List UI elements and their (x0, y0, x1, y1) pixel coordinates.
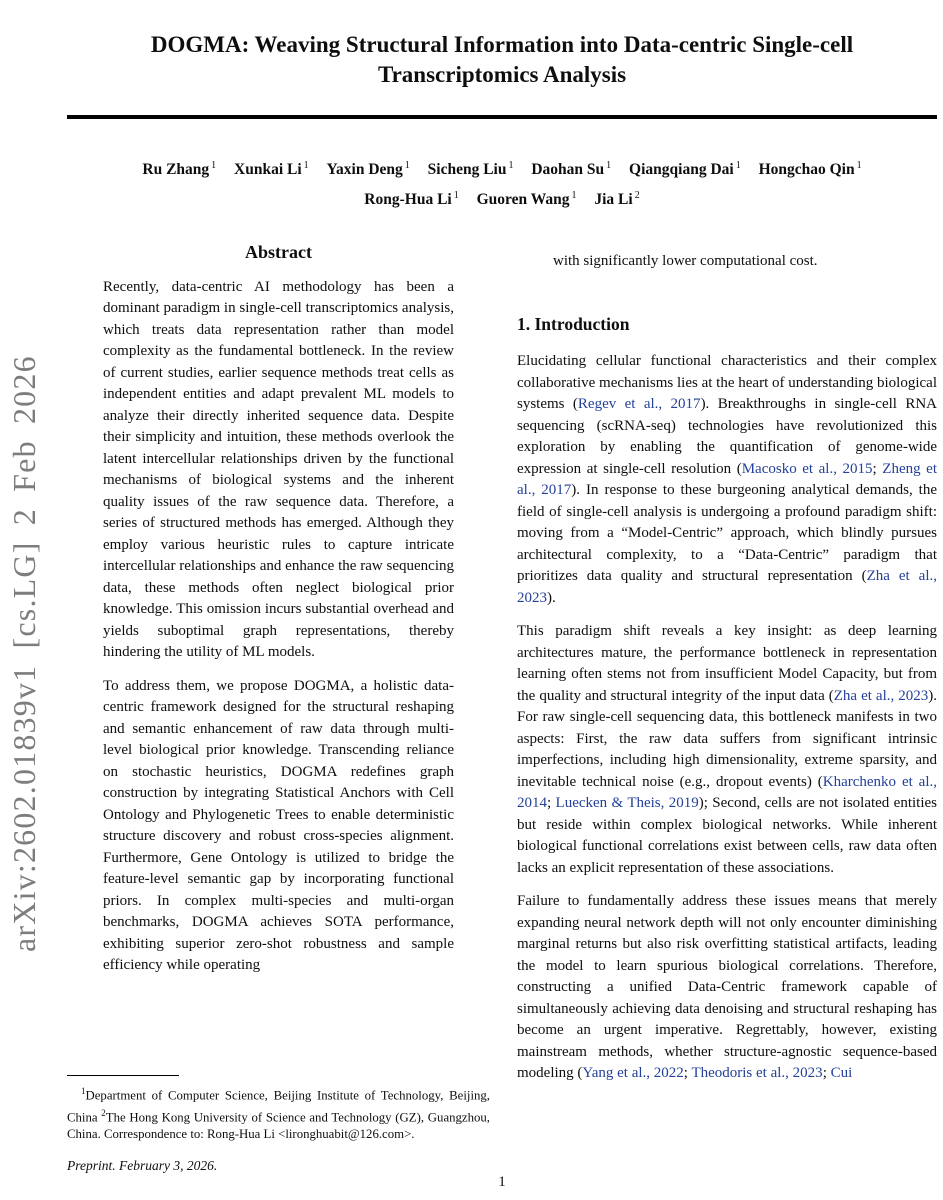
citation-link[interactable]: Regev et al., 2017 (577, 396, 701, 413)
left-column (67, 242, 490, 1174)
author-name: Jia Li (594, 190, 633, 208)
author (759, 161, 862, 178)
author-affiliation-sup: 2 (634, 189, 640, 201)
citation-link[interactable]: Cui (830, 1065, 853, 1082)
author (327, 161, 410, 178)
author-line-1 (67, 153, 937, 183)
citation-link[interactable]: Macosko et al., 2015 (741, 460, 873, 477)
footnote-text: $^1$Department of Computer Science, Beijing Institute of Technology, Beijing, China $^2$The Hong Kong University of Science and Technology (GZ), Guangzhou, China. Correspondence to: Rong-Hua Li <lironghuabit@126.com>. (67, 1086, 490, 1141)
arxiv-watermark: arXiv:2602.01839v1 [cs.LG] 2 Feb 2026 (6, 355, 42, 952)
footnote-marker: 2 (101, 1107, 106, 1118)
right-column (517, 242, 937, 1097)
title-rule (67, 115, 937, 119)
author-affiliation-sup: 1 (453, 189, 459, 201)
abstract-body (67, 277, 490, 989)
abstract-paragraph-2: To address them, we propose DOGMA, a holistic data-centric framework designed for the structural reshaping and semantic enhancement of raw data through multi-level biological prior knowledge. Transcending reliance on stochastic heuristics, DOGMA redefines graph construction by integrating Statistical Anchors with Cell Ontology and Phylogenetic Trees to enable deterministic structure discovery and robust cross-species alignment. Furthermore, Gene Ontology is utilized to bridge the feature-level semantic gap by incorporating functional priors. In complex multi-species and multi-organ benchmarks, DOGMA achieves SOTA performance, exhibiting superior zero-shot robustness and sample efficiency while operating (103, 677, 454, 974)
paper-title (67, 30, 937, 90)
paper-title-line-1: DOGMA: Weaving Structural Information into Data-centric Single-cell (150, 32, 854, 57)
abstract-heading: Abstract (245, 241, 312, 262)
intro-paragraph-2: This paradigm shift reveals a key insight: as deep learning architectures mature, the performance bottleneck in representation learning often stems not from insufficient Model Capacity, but from the quality and structural integrity of the input data (Zha et al., 2023). For raw single-cell sequencing data, this bottleneck manifests in two aspects: First, the raw data suffers from significant intrinsic imperfections, including high dimensionality, extreme sparsity, and inevitable technical noise (e.g., dropout events) (Kharchenko et al., 2014; Luecken & Theis, 2019); Second, cells are not isolated entities but reside within complex biological networks. While inherent biological functional correlations exist between cells, raw data often lacks an explicit representation of these associations. (517, 623, 938, 876)
author-affiliation-sup: 1 (404, 159, 410, 171)
author-name: Guoren Wang (476, 190, 570, 208)
intro-paragraph-3: Failure to fundamentally address these issues means that merely expanding neural network depth will not only encounter diminishing marginal returns but also risk overfitting statistical artifacts, leading the model to learn spurious biological correlations. Therefore, constructing a unified Data-Centric framework capable of simultaneously achieving data denoising and structural reshaping has become an urgent imperative. Regrettably, however, existing mainstream methods, whether structure-agnostic sequence-based modeling (Yang et al., 2022; Theodoris et al., 2023; Cui (517, 893, 937, 1082)
abstract-paragraph-1: Recently, data-centric AI methodology has been a dominant paradigm in single-cell transcriptomics analysis, which treats data representation rather than model complexity as the fundamental bottleneck. In the review of current studies, earlier sequence methods treat cells as independent entities and adapt prevalent ML models to analyze their directly inherited sequence data. Despite their simplicity and intuition, these methods overlook the latent intercellular relationships driven by the functional mechanisms of biological systems and the inherent quality issues of the raw sequence data. Therefore, a series of structured methods has emerged. Although they employ various heuristic rules to capture intricate intercellular relationships and enhance the raw sequencing data, these methods often neglect biological prior knowledge. This omission incurs substantial overhead and yields suboptimal graph representations, thereby hindering the utility of ML models. (103, 278, 454, 661)
author (477, 191, 577, 208)
author-affiliation-sup: 1 (303, 159, 309, 171)
citation-link[interactable]: Theodoris et al., 2023 (691, 1065, 823, 1082)
citation-link[interactable]: Zha et al., 2023 (833, 687, 929, 704)
author-name: Rong-Hua Li (364, 190, 452, 208)
author (428, 161, 514, 178)
author-name: Yaxin Deng (326, 160, 403, 178)
citation-link[interactable]: Zheng et al., 2017 (517, 460, 937, 499)
citation-link[interactable]: Kharchenko et al., 2014 (517, 773, 937, 812)
citation-link[interactable]: Yang et al., 2022 (582, 1065, 684, 1082)
author-name: Qiangqiang Dai (629, 160, 734, 178)
citation-link[interactable]: Zha et al., 2023 (517, 568, 937, 606)
author-affiliation-sup: 1 (606, 159, 612, 171)
author-affiliation-sup: 1 (508, 159, 514, 171)
author (594, 191, 639, 208)
author (531, 161, 611, 178)
author-affiliation-sup: 1 (571, 189, 577, 201)
author (364, 191, 458, 208)
section-1-heading: 1. Introduction (517, 314, 630, 335)
author (629, 161, 741, 178)
footnote-block (67, 1075, 490, 1174)
page-number: 1 (498, 1174, 506, 1190)
author-name: Hongchao Qin (758, 160, 855, 178)
preprint-note: Preprint. February 3, 2026. (67, 1157, 218, 1173)
two-column-body (67, 242, 937, 1174)
author-name: Daohan Su (531, 160, 605, 178)
author (234, 161, 309, 178)
author-list (67, 153, 937, 213)
author-affiliation-sup: 1 (856, 159, 862, 171)
author-name: Ru Zhang (142, 160, 210, 178)
author-name: Sicheng Liu (427, 160, 507, 178)
paper-content (67, 0, 937, 1174)
abstract-continuation: with significantly lower computational cost. (553, 252, 818, 269)
intro-paragraph-1: Elucidating cellular functional characteristics and their complex collaborative mechanisms lies at the heart of understanding biological systems (Regev et al., 2017). Breakthroughs in single-cell RNA sequencing (scRNA-seq) technologies have revolutionized this exploration by enabling the quantification of genome-wide expression at single-cell resolution (Macosko et al., 2015; Zheng et al., 2017). In response to these burgeoning analytical demands, the field of single-cell analysis is undergoing a profound paradigm shift: moving from a “Model-Centric” approach, which blindly pursues architectural complexity, to a “Data-Centric” paradigm that prioritizes data quality and structural representation (Zha et al., 2023). (517, 353, 938, 606)
citation-link[interactable]: Luecken & Theis, 2019 (555, 795, 699, 812)
author-name: Xunkai Li (234, 160, 302, 178)
footnote-marker: 1 (81, 1086, 86, 1097)
author-affiliation-sup: 1 (735, 159, 741, 171)
footnote-rule (67, 1075, 179, 1077)
author (142, 161, 216, 178)
author-affiliation-sup: 1 (211, 159, 217, 171)
author-line-2 (67, 183, 937, 213)
paper-title-line-2: Transcriptomics Analysis (377, 62, 627, 87)
